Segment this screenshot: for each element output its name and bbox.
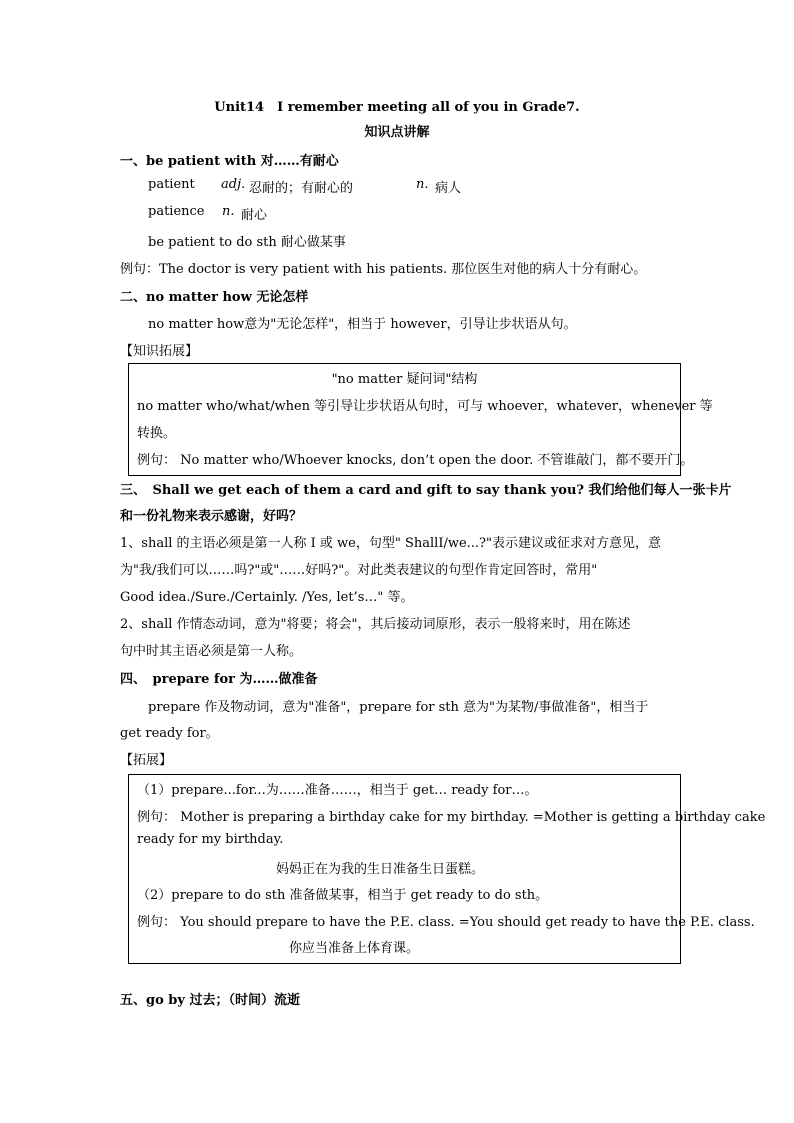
s3-point-2-line-1: 2、shall 作情态动词，意为"将要；将会"，其后接动词原形，表示一般将来时，用在陈述	[120, 617, 631, 632]
s1-pos-n2: n.	[222, 204, 235, 219]
s2-box-title: "no matter 疑问词"结构	[331, 372, 478, 387]
s1-word-patient: patient	[148, 177, 195, 192]
s1-phrase: be patient to do sth 耐心做某事	[148, 235, 346, 250]
s4-box-line-2: 例句： Mother is preparing a birthday cake for my birthday. =Mother is getting a birthday cake	[137, 810, 766, 825]
s2-box-line-1: no matter who/what/when 等引导让步状语从句时，可与 whoever，whatever，whenever 等	[137, 399, 713, 414]
s3-point-1-line-1: 1、shall 的主语必须是第一人称 I 或 we，句型" ShallI/we...?"表示建议或征求对方意见，意	[120, 536, 662, 551]
s1-meaning-adj: 忍耐的；有耐心的	[249, 181, 354, 196]
s4-body-line-1: prepare 作及物动词，意为"准备"，prepare for sth 意为"为某物/事做准备"，相当于	[148, 700, 649, 715]
s4-box-line-1: （1）prepare...for...为……准备……，相当于 get… ready for…。	[137, 783, 538, 798]
s4-box-line-5: （2）prepare to do sth 准备做某事，相当于 get ready to do sth。	[137, 888, 549, 903]
s1-meaning-n: 病人	[435, 181, 462, 196]
section-2-heading: 二、no matter how 无论怎样	[120, 290, 309, 305]
s3-point-1-line-2: 为"我/我们可以……吗?"或"……好吗?"。对此类表建议的句型作肯定回答时，常用"	[120, 563, 598, 578]
s1-pos-adj: adj.	[221, 177, 246, 192]
page-title: Unit14 I remember meeting all of you in Grade7.	[214, 100, 580, 115]
s1-example: 例句：The doctor is very patient with his patients. 那位医生对他的病人十分有耐心。	[120, 262, 647, 277]
section-1-heading: 一、be patient with 对……有耐心	[120, 154, 339, 169]
s4-body-line-2: get ready for。	[120, 726, 219, 741]
s1-meaning-patience: 耐心	[241, 208, 268, 223]
s2-box-example: 例句： No matter who/Whoever knocks, don’t open the door. 不管谁敲门，都不要开门。	[137, 453, 694, 468]
section-5-heading: 五、go by 过去；（时间）流逝	[120, 993, 300, 1008]
s4-box-line-3: ready for my birthday.	[137, 832, 284, 847]
s3-point-1-line-3: Good idea./Sure./Certainly. /Yes, let’s…" 等。	[120, 590, 414, 605]
s2-extension-label: 【知识拓展】	[120, 344, 199, 359]
s4-extension-label: 【拓展】	[120, 753, 173, 768]
s4-box-line-6: 例句： You should prepare to have the P.E. class. =You should get ready to have the P.E. class.	[137, 915, 755, 930]
s3-point-2-line-2: 句中时其主语必须是第一人称。	[120, 644, 303, 659]
s4-box-line-7: 你应当准备上体育课。	[289, 941, 420, 956]
page-subtitle: 知识点讲解	[364, 125, 430, 140]
s1-pos-n: n.	[416, 177, 429, 192]
s1-word-patience: patience	[148, 204, 205, 219]
section-4-heading: 四、 prepare for 为……做准备	[120, 672, 318, 687]
s2-box-line-2: 转换。	[137, 426, 177, 441]
s2-body: no matter how意为"无论怎样"，相当于 however，引导让步状语从句。	[148, 317, 577, 332]
section-3-heading-line-2: 和一份礼物来表示感谢，好吗？	[120, 509, 303, 524]
s4-box-line-4: 妈妈正在为我的生日准备生日蛋糕。	[276, 862, 485, 877]
section-3-heading-line-1: 三、 Shall we get each of them a card and gift to say thank you? 我们给他们每人一张卡片	[120, 483, 732, 498]
